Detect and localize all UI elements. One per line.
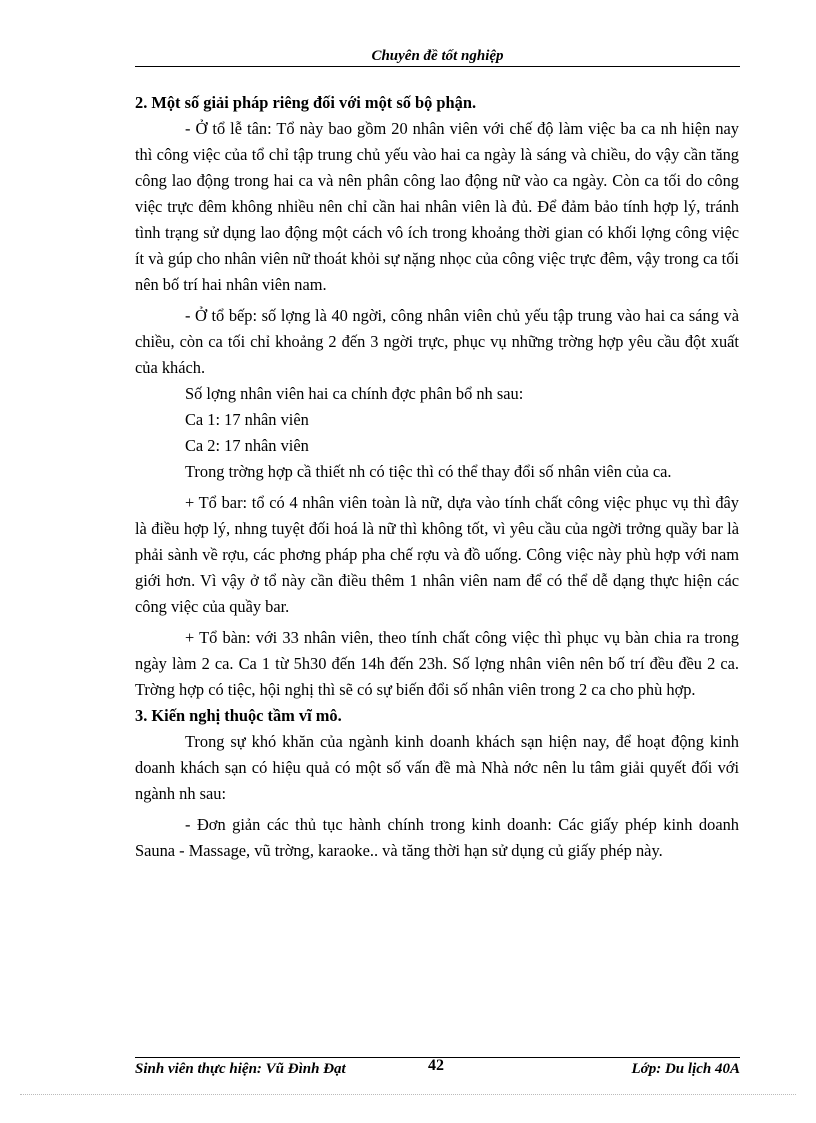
- paragraph-reception: - Ở tổ lễ tân: Tổ này bao gồm 20 nhân viên với chế độ làm việc ba ca nh hiện nay thì công việc của tổ chỉ tập trung chủ yếu vào hai ca ngày là sáng và chiều, do vậy cần tăng công lao động trong hai ca và nên phân công lao động nữ vào ca ngày. Còn ca tối do công việc trực đêm không nhiều nên chỉ cần hai nhân viên là đủ. Để đảm bảo tính hợp lý, tránh tình trạng sử dụng lao động một cách vô ích trong khoảng thời gian có khối lợng công việc ít và gúp cho nhân viên nữ thoát khỏi sự nặng nhọc của công việc trực đêm, vậy trong ca tối nên bố trí hai nhân viên nam.: [135, 119, 739, 294]
- paragraph-bar: + Tổ bar: tổ có 4 nhân viên toàn là nữ, dựa vào tính chất công việc phục vụ thì đây là điều hợp lý, nhng tuyệt đối hoá là nữ thì không tốt, vì yêu cầu của ngời trởng quầy bar là phải sành về rợu, các phơng pháp pha chế rợu và đồ uống. Công việc này phù hợp với nam giới hơn. Vì vậy ở tổ này cần điều thêm 1 nhân viên nam để có thể dễ dạng thực hiện các công việc của quầy bar.: [135, 493, 739, 616]
- paragraph-admin-procedures: - Đơn giản các thủ tục hành chính trong kinh doanh: Các giấy phép kinh doanh Sauna - Massage, vũ trờng, karaoke.. và tăng thời hạn sử dụng củ giấy phép này.: [135, 815, 739, 860]
- shift-1-line: Ca 1: 17 nhân viên: [185, 410, 309, 429]
- paragraph-special-case: Trong trờng hợp cầ thiết nh có tiệc thì có thể thay đổi số nhân viên của ca.: [185, 462, 672, 481]
- page-bottom-dotted-line: [20, 1094, 796, 1095]
- paragraph-kitchen: - Ở tổ bếp: số lợng là 40 ngời, công nhân viên chủ yếu tập trung vào hai ca sáng và chiều, còn ca tối chỉ khoảng 2 đến 3 ngời trực, phục vụ những trờng hợp yêu cầu đột xuất của khách.: [135, 306, 739, 377]
- footer-student: Sinh viên thực hiện: Vũ Đình Đạt: [135, 1061, 346, 1077]
- section-2-heading: 2. Một số giải pháp riêng đối với một số bộ phận.: [135, 93, 477, 112]
- section-3-heading: 3. Kiến nghị thuộc tầm vĩ mô.: [135, 706, 342, 725]
- header-title: Chuyên đề tốt nghiệp: [371, 48, 504, 64]
- shift-2-line: Ca 2: 17 nhân viên: [185, 436, 309, 455]
- paragraph-macro-intro: Trong sự khó khăn của ngành kinh doanh khách sạn hiện nay, để hoạt động kinh doanh khách sạn có hiệu quả có một số vấn đề mà Nhà nớc nên lu tâm giải quyết đối với ngành nh sau:: [135, 732, 739, 803]
- header-rule: [135, 66, 740, 67]
- paragraph-staff-allocation: Số lợng nhân viên hai ca chính đợc phân bổ nh sau:: [185, 384, 524, 403]
- page-content: [135, 90, 739, 864]
- footer-class: Lớp: Du lịch 40A: [631, 1061, 740, 1077]
- paragraph-table-service: + Tổ bàn: với 33 nhân viên, theo tính chất công việc thì phục vụ bàn chia ra trong ngày làm 2 ca. Ca 1 từ 5h30 đến 14h đến 23h. Số lợng nhân viên nên bố trí đều đều 2 ca. Trờng hợp có tiệc, hội nghị thì sẽ có sự biến đổi số nhân viên trong 2 ca cho phù hợp.: [135, 628, 739, 699]
- page-number: 42: [428, 1057, 444, 1074]
